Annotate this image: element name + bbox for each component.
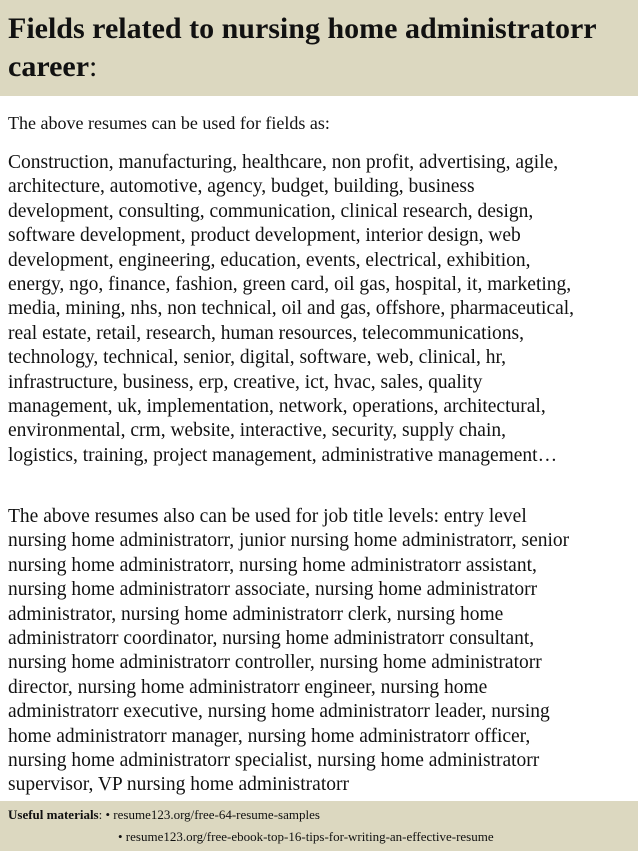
fields-line: software development, product development, interior design, web [8,225,521,247]
resource-link[interactable]: • resume123.org/free-ebook-top-16-tips-for-writing-an-effective-resume [118,829,494,844]
fields-line: infrastructure, business, erp, creative, ict, hvac, sales, quality [8,371,483,393]
job-levels-line: supervisor, VP nursing home administratorr [8,774,349,796]
job-levels-line: nursing home administratorr specialist, nursing home administratorr [8,750,540,772]
job-levels-line: nursing home administratorr, nursing home administratorr assistant, [8,554,537,576]
job-levels-line: director, nursing home administratorr engineer, nursing home [8,676,488,698]
fields-line: energy, ngo, finance, fashion, green card, oil gas, hospital, it, marketing, [8,274,572,296]
job-levels-line: nursing home administratorr associate, nursing home administratorr [8,579,538,601]
job-levels-line: The above resumes also can be used for job title levels: entry level [8,506,527,527]
useful-materials-label: Useful materials [8,807,99,822]
fields-line: Construction, manufacturing, healthcare, non profit, advertising, agile, [8,152,559,173]
fields-line: development, consulting, communication, clinical research, design, [8,200,534,222]
job-levels-line: administratorr coordinator, nursing home administratorr consultant, [8,628,535,650]
fields-line: media, mining, nhs, non technical, oil and gas, offshore, pharmaceutical, [8,298,575,320]
fields-paragraph [8,151,630,468]
page-title-colon: : [89,50,98,83]
fields-line: logistics, training, project management, administrative management… [8,444,558,466]
resource-link[interactable]: • resume123.org/free-64-resume-samples [105,807,320,822]
page-title-text: Fields related to nursing home administratorr career [8,12,597,83]
fields-line: management, uk, implementation, network, operations, architectural, [8,396,546,418]
job-levels-line: home administratorr manager, nursing home administratorr officer, [8,725,531,747]
fields-line: architecture, automotive, agency, budget, building, business [8,176,475,198]
useful-materials-line-2 [118,828,494,845]
job-levels-line: nursing home administratorr controller, nursing home administratorr [8,652,542,674]
fields-line: real estate, retail, research, human resources, telecommunications, [8,322,524,344]
footer-band [0,801,638,851]
job-levels-line: administrator, nursing home administratorr clerk, nursing home [8,603,504,625]
intro-text: The above resumes can be used for fields as: [8,113,330,133]
fields-line: environmental, crm, website, interactive, security, supply chain, [8,420,506,442]
job-levels-paragraph [8,505,630,802]
page-title [8,10,628,86]
useful-materials-line [8,806,320,823]
fields-line: development, engineering, education, events, electrical, exhibition, [8,249,531,271]
fields-line: technology, technical, senior, digital, software, web, clinical, hr, [8,347,507,369]
job-levels-line: nursing home administratorr, junior nursing home administratorr, senior [8,530,570,552]
useful-materials-colon: : [98,807,103,822]
job-levels-line: administratorr executive, nursing home administratorr leader, nursing [8,701,550,723]
header-band [0,0,638,96]
